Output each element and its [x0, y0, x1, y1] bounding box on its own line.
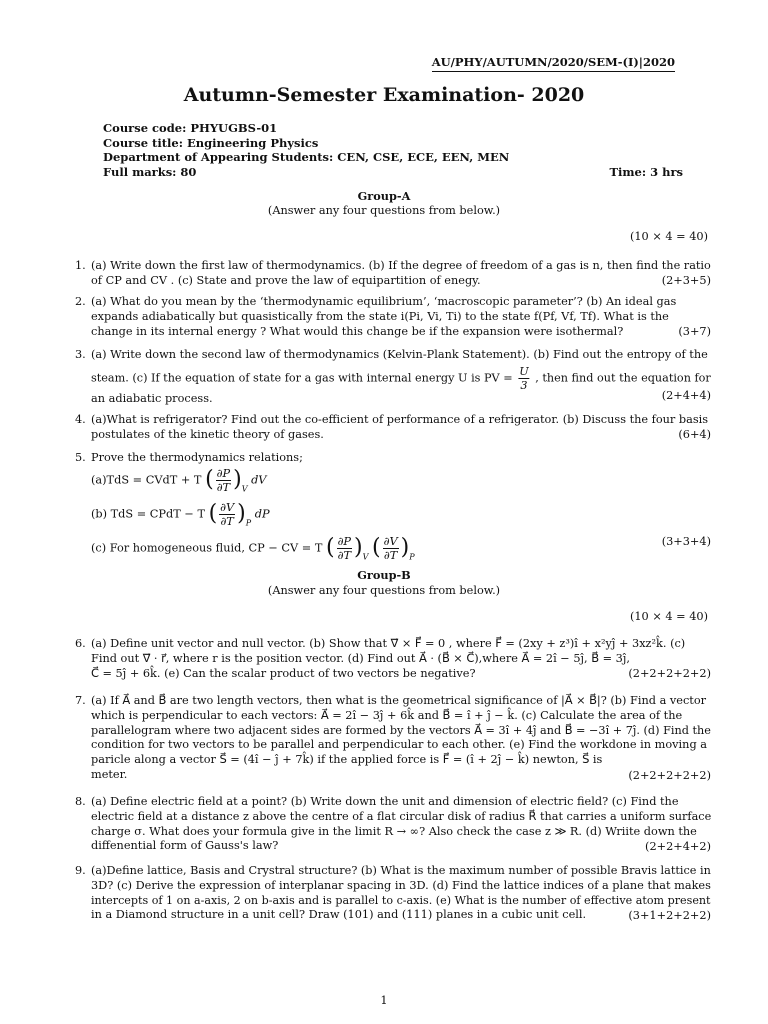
question-marks: (2+2+2+2+2) [628, 769, 711, 782]
question-marks: (2+3+5) [661, 274, 711, 287]
question-number: 4. [75, 413, 86, 426]
page-number: 1 [380, 994, 388, 1007]
question-text: (a) Write down the second law of thermodynamics (Kelvin-Plank Statement). (b) Find out the entropy of the [91, 348, 708, 361]
question-text: expands adiabatically but quasistically from the state i(Pi, Vi, Ti) to the state f(Pf, Vf, Tf). What is the [91, 309, 669, 323]
question-9 [75, 864, 711, 923]
question-text: (a) Define unit vector and null vector. (b) Show that ∇⃗ × F⃗ = 0 , where F⃗ = (2xy + z³)î + x²yĵ + 3xz²k̂. (c) [91, 637, 686, 650]
question-marks: (6+4) [678, 428, 711, 441]
question-3 [75, 348, 711, 407]
question-8 [75, 795, 711, 854]
question-text-formula: steam. (c) If the equation of state for a gas with internal energy U is PV = $\frac{U}{3}$ , then find out the equation for [91, 364, 711, 392]
question-text: C⃗ = 5ĵ + 6k̂. (e) Can the scalar product of two vectors be negative? [91, 666, 476, 680]
question-marks: (3+3+4) [661, 535, 711, 548]
course-code: Course code: PHYUGBS-01 [103, 121, 278, 135]
question-marks: (2+4+4) [661, 389, 711, 402]
question-1 [75, 259, 711, 289]
exam-time: Time: 3 hrs [609, 165, 683, 179]
question-text: (a) Define electric field at a point? (b) Write down the unit and dimension of electric field? (c) Find the [91, 795, 679, 808]
question-text: (a) Write down the first law of thermodynamics. (b) If the degree of freedom of a gas is n, then find the ratio [91, 259, 711, 272]
question-text: condition for two vectors to be parallel and perpendicular to each other. (e) Find the workdone in moving a [91, 738, 707, 752]
department: Department of Appearing Students: CEN, CSE, ECE, EEN, MEN [103, 150, 510, 164]
question-marks: (3+7) [678, 325, 711, 338]
question-text: which is perpendicular to each vectors: A⃗ = 2î − 3ĵ + 6k̂ and B⃗ = î + ĵ − k̂. (c) Calculate the area of the [91, 708, 683, 722]
question-text: in a Diamond structure in a unit cell? Draw (101) and (111) planes in a cubic unit cell. [91, 908, 587, 922]
question-text: parallelogram where two adjacent sides are formed by the vectors A⃗ = 3î + 4ĵ and B⃗ = −3î + 7ĵ. (d) Find the [91, 723, 711, 737]
question-text: intercepts of 1 on a-axis, 2 on b-axis and is parallel to c-axis. (e) What is the number of effective atom present [91, 893, 711, 907]
question-number: 1. [75, 259, 86, 272]
question-text: 3D? (c) Derive the expression of interplanar spacing in 3D. (d) Find the lattice indices of a plane that makes [91, 878, 711, 892]
paper-code: AU/PHY/AUTUMN/2020/SEM-(I)|2020 [432, 55, 675, 72]
group-b-marks: (10 × 4 = 40) [629, 610, 708, 623]
relation-c: (c) For homogeneous fluid, CP − CV = T ( $\frac{\partial P}{\partial T}$ )$_V$ ( $\frac{\partial V}{\partial T}$ )$_P$ [91, 535, 415, 563]
question-text: of CP and CV . (c) State and prove the law of equipartition of enegy. [91, 273, 481, 287]
question-marks: (3+1+2+2+2) [628, 909, 711, 922]
question-marks: (2+2+4+2) [645, 840, 711, 853]
question-text: Prove the thermodynamics relations; [91, 451, 303, 464]
question-text: meter. [91, 767, 128, 781]
question-number: 7. [75, 694, 86, 707]
exam-title: Autumn-Semester Examination- 2020 [183, 84, 585, 106]
question-number: 8. [75, 795, 86, 808]
group-a-title: Group-A [357, 189, 411, 203]
question-number: 3. [75, 348, 86, 361]
question-text: postulates of the kinetic theory of gases. [91, 427, 324, 441]
question-text: (a)What is refrigerator? Find out the co-efficient of performance of a refrigerator. (b) Discuss the four basis [91, 413, 709, 426]
relation-a: (a)TdS = CVdT + T ( $\frac{\partial P}{\partial T}$ )$_V$ dV [91, 466, 267, 494]
question-text: paricle along a vector S⃗ = (4î − ĵ + 7k̂) if the applied force is F⃗ = (î + 2ĵ − k̂) newton, S⃗ is [91, 753, 603, 767]
question-number: 2. [75, 295, 86, 308]
question-text: Find out ∇⃗ · r⃗, where r is the position vector. (d) Find out A⃗ · (B⃗ × C⃗),where A⃗ = 2î − 5ĵ, B⃗ = 3ĵ, [91, 651, 630, 665]
group-b-subtitle: (Answer any four questions from below.) [267, 584, 501, 597]
relation-b: (b) TdS = CPdT − T ( $\frac{\partial V}{\partial T}$ )$_P$ dP [91, 501, 270, 529]
question-text: change in its internal energy ? What would this change be if the expansion were isothermal? [91, 324, 624, 338]
question-4 [75, 413, 711, 443]
group-a-subtitle: (Answer any four questions from below.) [267, 204, 501, 217]
question-5 [75, 451, 711, 566]
question-2 [75, 295, 711, 339]
question-text: (a)Define lattice, Basis and Crystral structure? (b) What is the maximum number of possible Bravis lattice in [91, 864, 711, 877]
question-number: 6. [75, 637, 86, 650]
question-number: 5. [75, 451, 86, 464]
question-text: electric field at a distance z above the centre of a flat circular disk of radius R⃗ that carries a uniform surface [91, 809, 712, 823]
group-a-marks: (10 × 4 = 40) [629, 230, 708, 243]
question-text: (a) What do you mean by the ‘thermodynamic equilibrium’, ‘macroscopic parameter’? (b) An ideal gas [91, 295, 677, 308]
full-marks: Full marks: 80 [103, 165, 197, 179]
question-text: diffenential form of Gauss's law? [91, 839, 279, 853]
course-title: Course title: Engineering Physics [103, 136, 319, 150]
question-6 [75, 637, 711, 681]
question-text: (a) If A⃗ and B⃗ are two length vectors, then what is the geometrical significance of |A⃗ × B⃗|? (b) Find a vector [91, 694, 707, 707]
question-text: charge σ. What does your formula give in the limit R → ∞? Also check the case z ≫ R. (d) Wriite down the [91, 824, 697, 838]
question-text: an adiabatic process. [91, 391, 213, 405]
question-marks: (2+2+2+2+2) [628, 667, 711, 680]
fraction-u-over-3: $\frac{U}{3}$ [519, 364, 529, 392]
question-number: 9. [75, 864, 86, 877]
group-b-title: Group-B [357, 568, 411, 582]
question-7 [75, 694, 711, 783]
